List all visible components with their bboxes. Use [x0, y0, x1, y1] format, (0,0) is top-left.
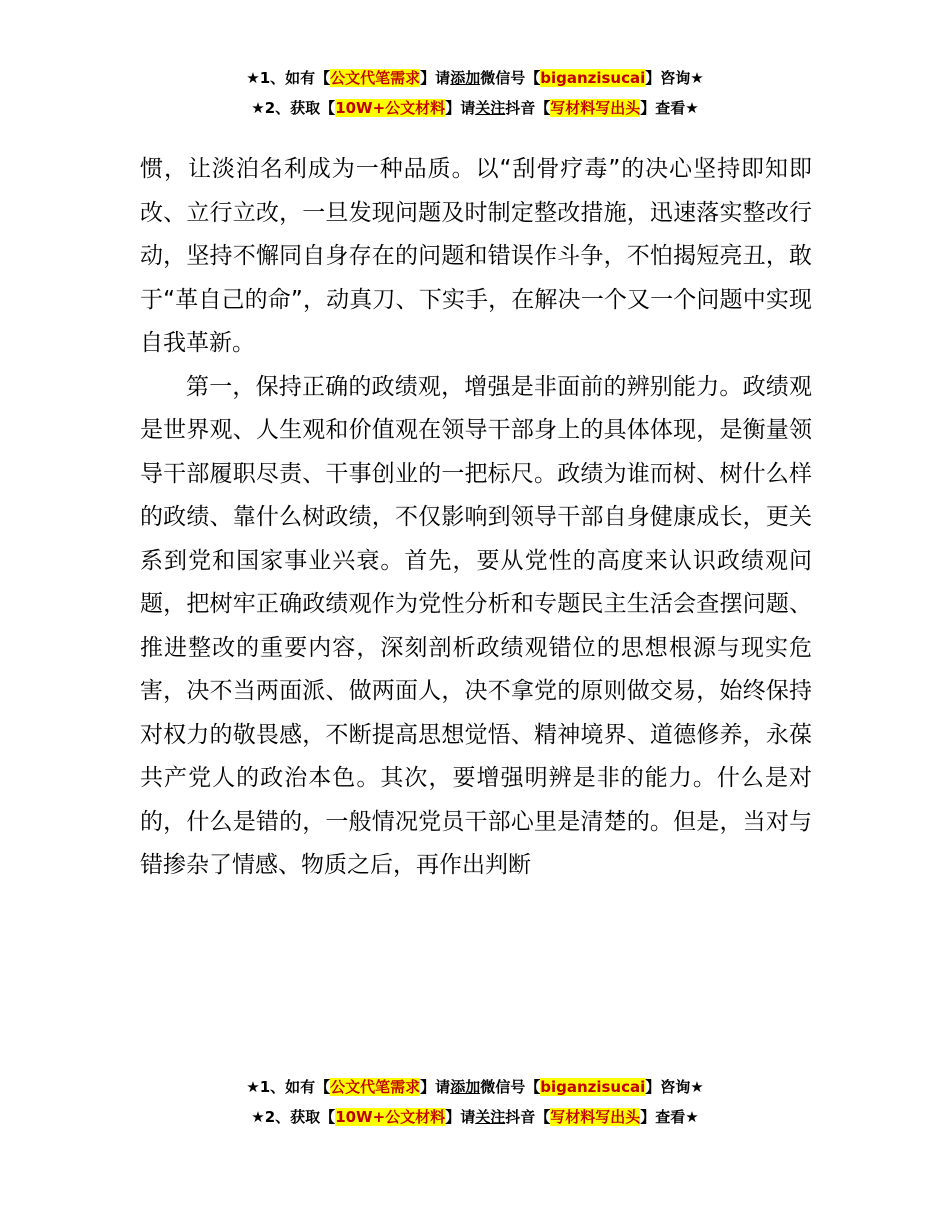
underlined-text: 添加 — [450, 69, 481, 87]
banner-text: 】请 — [420, 69, 451, 87]
banner-text: 】查看★ — [640, 1108, 699, 1126]
banner-text: 抖音【 — [505, 1108, 551, 1126]
highlight-wechat-id: biganzisucai — [540, 69, 646, 87]
highlight-service: 公文代笔需求 — [330, 69, 421, 87]
banner-text: 】请 — [445, 1108, 476, 1126]
highlight-wechat-id: biganzisucai — [540, 1078, 646, 1096]
banner-text: 微信号【 — [480, 69, 541, 87]
banner-text: 】咨询★ — [645, 1078, 704, 1096]
banner-text: 】请 — [445, 99, 476, 117]
footer-banner — [0, 1072, 950, 1132]
banner-text: ★1、如有【 — [246, 1078, 331, 1096]
document-body — [140, 148, 812, 888]
underlined-text: 关注 — [475, 99, 506, 117]
paragraph-continued: 惯，让淡泊名利成为一种品质。以“刮骨疗毒”的决心坚持即知即改、立行立改，一旦发现问题及时制定整改措施，迅速落实整改行动，坚持不懈同自身存在的问题和错误作斗争，不怕揭短亮丑，敢于“革自己的命”，动真刀、下实手，在解决一个又一个问题中实现自我革新。 — [140, 156, 812, 356]
banner-text: 】查看★ — [640, 99, 699, 117]
highlight-douyin-id: 写材料写出头 — [550, 1108, 641, 1126]
banner-text: ★2、获取【 — [251, 1108, 336, 1126]
banner-text: ★1、如有【 — [246, 69, 331, 87]
banner-text: 微信号【 — [480, 1078, 541, 1096]
highlight-service: 公文代笔需求 — [330, 1078, 421, 1096]
footer-line-2 — [0, 1102, 950, 1132]
underlined-text: 关注 — [475, 1108, 506, 1126]
banner-text: 】请 — [420, 1078, 451, 1096]
banner-text: 抖音【 — [505, 99, 551, 117]
footer-line-1 — [0, 1072, 950, 1102]
highlight-materials: 10W+公文材料 — [335, 1108, 446, 1126]
underlined-text: 添加 — [450, 1078, 481, 1096]
banner-text: ★2、获取【 — [251, 99, 336, 117]
highlight-douyin-id: 写材料写出头 — [550, 99, 641, 117]
highlight-materials: 10W+公文材料 — [335, 99, 446, 117]
paragraph-first-point: 第一，保持正确的政绩观，增强是非面前的辨别能力。政绩观是世界观、人生观和价值观在领导干部身上的具体体现，是衡量领导干部履职尽责、干事创业的一把标尺。政绩为谁而树、树什么样的政绩、靠什么树政绩，不仅影响到领导干部自身健康成长，更关系到党和国家事业兴衰。首先，要从党性的高度来认识政绩观问题，把树牢正确政绩观作为党性分析和专题民主生活会查摆问题、推进整改的重要内容，深刻剖析政绩观错位的思想根源与现实危害，决不当两面派、做两面人，决不拿党的原则做交易，始终保持对权力的敬畏感，不断提高思想觉悟、精神境界、道德修养，永葆共产党人的政治本色。其次，要增强明辨是非的能力。什么是对的，什么是错的，一般情况党员干部心里是清楚的。但是，当对与错掺杂了情感、物质之后，再作出判断 — [140, 373, 812, 878]
header-line-2 — [0, 93, 950, 123]
header-banner — [0, 63, 950, 123]
header-line-1 — [0, 63, 950, 93]
banner-text: 】咨询★ — [645, 69, 704, 87]
